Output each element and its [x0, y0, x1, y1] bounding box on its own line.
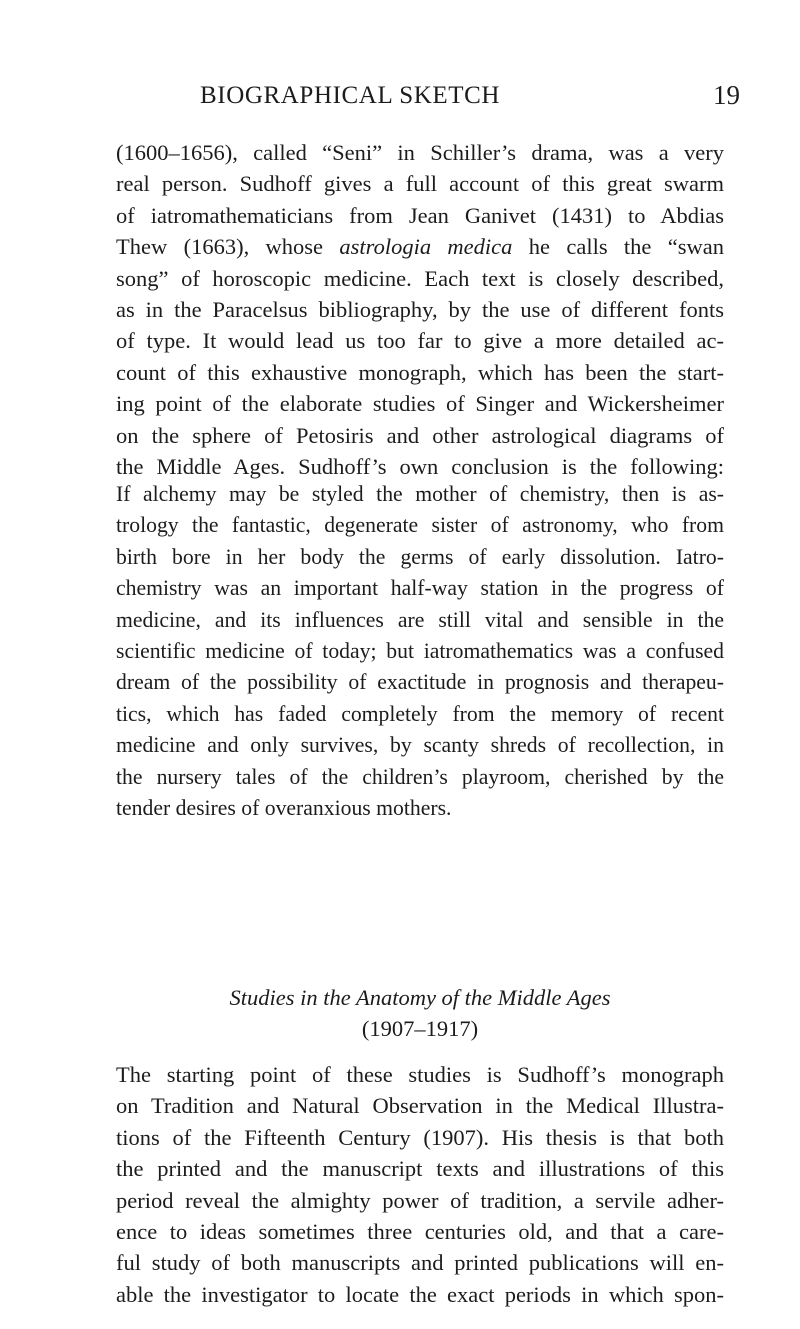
- text-line: of iatromathematicians from Jean Ganivet (1431) to Abdias: [116, 202, 724, 228]
- text-line: The starting point of these studies is Sudhoff’s monograph: [116, 1062, 724, 1087]
- quote-line: tender desires of overanxious mothers.: [116, 796, 452, 821]
- text-segment: he calls the “swan: [512, 234, 724, 260]
- text-line: ence to ideas sometimes three centuries old, and that a care-: [116, 1219, 724, 1245]
- text-line: the printed and the manuscript texts and illustrations of this: [116, 1156, 724, 1182]
- text-line: able the investigator to locate the exact periods in which spon-: [116, 1281, 724, 1307]
- paragraph-2: [116, 1059, 724, 1310]
- quote-line: the nursery tales of the children’s playroom, cherished by the: [116, 764, 724, 789]
- quote-line: medicine and only survives, by scanty shreds of recollection, in: [116, 733, 724, 758]
- text-line: period reveal the almighty power of tradition, a servile adher-: [116, 1187, 724, 1213]
- italic-title-astrologia-medica: astrologia medica: [339, 234, 513, 260]
- text-line: song” of horoscopic medicine. Each text is closely described,: [116, 265, 724, 291]
- text-line: of type. It would lead us too far to give a more detailed ac-: [116, 328, 724, 354]
- text-line: on Tradition and Natural Observation in the Medical Illustra-: [116, 1093, 724, 1119]
- quote-line: birth bore in her body the germs of early dissolution. Iatro-: [116, 544, 724, 569]
- page-header: [200, 82, 740, 118]
- text-line: tions of the Fifteenth Century (1907). His thesis is that both: [116, 1124, 724, 1150]
- text-line: the Middle Ages. Sudhoff’s own conclusion is the following:: [116, 454, 724, 480]
- quote-line: dream of the possibility of exactitude in prognosis and therapeu-: [116, 670, 724, 695]
- text-segment: Thew (1663), whose: [116, 234, 340, 260]
- block-quote: [116, 479, 724, 824]
- running-head: BIOGRAPHICAL SKETCH: [200, 82, 501, 109]
- section-title: Studies in the Anatomy of the Middle Ages: [229, 985, 611, 1010]
- text-line: (1600–1656), called “Seni” in Schiller’s drama, was a very: [116, 140, 724, 165]
- quote-line: medicine, and its influences are still vital and sensible in the: [116, 607, 724, 632]
- paragraph-1: [116, 137, 724, 482]
- quote-line: tics, which has faded completely from the memory of recent: [116, 701, 724, 726]
- text-line: ing point of the elaborate studies of Singer and Wickersheimer: [116, 391, 724, 417]
- section-years: (1907–1917): [361, 1016, 479, 1041]
- text-line: real person. Sudhoff gives a full account of this great swarm: [116, 171, 724, 197]
- quote-line: scientific medicine of today; but iatromathematics was a confused: [116, 639, 724, 664]
- page-number: 19: [713, 80, 740, 110]
- quote-line: If alchemy may be styled the mother of chemistry, then is as-: [116, 482, 724, 506]
- text-line: as in the Paracelsus bibliography, by the use of different fonts: [116, 297, 724, 323]
- quote-line: chemistry was an important half-way station in the progress of: [116, 576, 724, 601]
- text-line: count of this exhaustive monograph, which has been the start-: [116, 359, 724, 385]
- text-line: ful study of both manuscripts and printed publications will en-: [116, 1250, 724, 1276]
- quote-line: trology the fantastic, degenerate sister of astronomy, who from: [116, 513, 724, 538]
- text-line: [116, 231, 724, 262]
- text-line: on the sphere of Petosiris and other astrological diagrams of: [116, 422, 724, 448]
